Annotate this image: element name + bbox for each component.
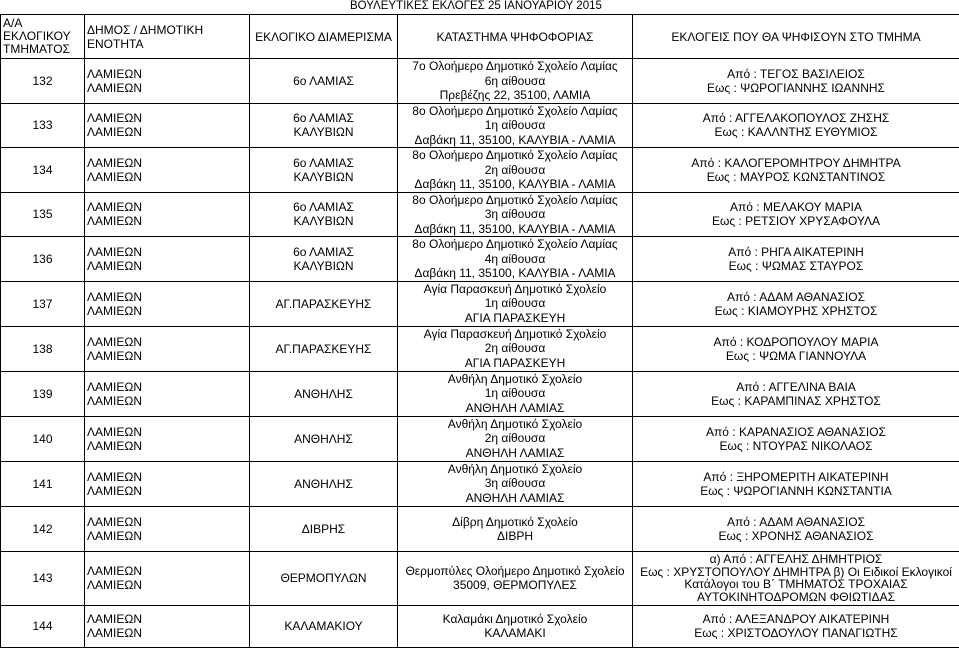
- district-cell: ΑΝΘΗΛΗΣ: [250, 416, 398, 461]
- polling-station-cell: 8ο Ολοήμερο Δημοτικό Σχολείο Λαμίας 4η αίθουσα Δαβάκη 11, 35100, ΚΑΛΥΒΙΑ - ΛΑΜΙΑ: [398, 237, 633, 282]
- voters-range-cell: Από : ΑΛΕΞΑΝΔΡΟΥ ΑΙΚΑΤΕΡΙΝΗ Εως : ΧΡΙΣΤΟΔΟΥΛΟΥ ΠΑΝΑΓΙΩΤΗΣ: [633, 605, 959, 647]
- municipality-cell: ΛΑΜΙΕΩΝ ΛΑΜΙΕΩΝ: [85, 461, 250, 506]
- municipality-cell: ΛΑΜΙΕΩΝ ΛΑΜΙΕΩΝ: [85, 148, 250, 193]
- table-row: [1, 148, 959, 193]
- voters-range-cell: Από : ΚΑΡΑΝΑΣΙΟΣ ΑΘΑΝΑΣΙΟΣ Εως : ΝΤΟΥΡΑΣ ΝΙΚΟΛΑΟΣ: [633, 416, 959, 461]
- voters-range-cell: Από : ΚΟΔΡΟΠΟΥΛΟΥ ΜΑΡΙΑ Εως : ΨΩΜΑ ΓΙΑΝΝΟΥΛΑ: [633, 326, 959, 371]
- district-cell: ΑΝΘΗΛΗΣ: [250, 461, 398, 506]
- header-municipality: ΔΗΜΟΣ / ΔΗΜΟΤΙΚΗ ΕΝΟΤΗΤΑ: [85, 15, 250, 59]
- polling-station-cell: Αγία Παρασκευή Δημοτικό Σχολείο 2η αίθουσα ΑΓΙΑ ΠΑΡΑΣΚΕΥΗ: [398, 326, 633, 371]
- table-row: [1, 416, 959, 461]
- header-section-number: Α/Α ΕΚΛΟΓΙΚΟΥ ΤΜΗΜΑΤΟΣ: [1, 15, 85, 59]
- header-polling-station: ΚΑΤΑΣΤΗΜΑ ΨΗΦΟΦΟΡΙΑΣ: [398, 15, 633, 59]
- district-cell: ΑΝΘΗΛΗΣ: [250, 371, 398, 416]
- municipality-cell: ΛΑΜΙΕΩΝ ΛΑΜΙΕΩΝ: [85, 237, 250, 282]
- municipality-cell: ΛΑΜΙΕΩΝ ΛΑΜΙΕΩΝ: [85, 103, 250, 148]
- polling-station-cell: 8ο Ολοήμερο Δημοτικό Σχολείο Λαμίας 1η αίθουσα Δαβάκη 11, 35100, ΚΑΛΥΒΙΑ - ΛΑΜΙΑ: [398, 103, 633, 148]
- section-number-cell: 138: [1, 326, 85, 371]
- polling-station-cell: 8ο Ολοήμερο Δημοτικό Σχολείο Λαμίας 2η αίθουσα Δαβάκη 11, 35100, ΚΑΛΥΒΙΑ - ΛΑΜΙΑ: [398, 148, 633, 193]
- municipality-cell: ΛΑΜΙΕΩΝ ΛΑΜΙΕΩΝ: [85, 281, 250, 326]
- voters-range-cell: Από : ΤΕΓΟΣ ΒΑΣΙΛΕΙΟΣ Εως : ΨΩΡΟΓΙΑΝΝΗΣ ΙΩΑΝΝΗΣ: [633, 59, 959, 104]
- municipality-cell: ΛΑΜΙΕΩΝ ΛΑΜΙΕΩΝ: [85, 371, 250, 416]
- voters-range-cell: Από : ΑΔΑΜ ΑΘΑΝΑΣΙΟΣ Εως : ΧΡΟΝΗΣ ΑΘΑΝΑΣΙΟΣ: [633, 506, 959, 551]
- table-row: [1, 192, 959, 237]
- table-row: [1, 461, 959, 506]
- voters-range-cell: Από : ΜΕΛΑΚΟΥ ΜΑΡΙΑ Εως : ΡΕΤΣΙΟΥ ΧΡΥΣΑΦΟΥΛΑ: [633, 192, 959, 237]
- section-number-cell: 142: [1, 506, 85, 551]
- voters-range-cell: Από : ΞΗΡΟΜΕΡΙΤΗ ΑΙΚΑΤΕΡΙΝΗ Εως : ΨΩΡΟΓΙΑΝΝΗ ΚΩΝΣΤΑΝΤΙΑ: [633, 461, 959, 506]
- voters-range-cell: Από : ΑΓΓΕΛΙΝΑ ΒΑΙΑ Εως : ΚΑΡΑΜΠΙΝΑΣ ΧΡΗΣΤΟΣ: [633, 371, 959, 416]
- district-cell: 6ο ΛΑΜΙΑΣ ΚΑΛΥΒΙΩΝ: [250, 148, 398, 193]
- municipality-cell: ΛΑΜΙΕΩΝ ΛΑΜΙΕΩΝ: [85, 59, 250, 104]
- voters-range-cell: Από : ΑΓΓΕΛΑΚΟΠΟΥΛΟΣ ΖΗΣΗΣ Εως : ΚΑΛΛΝΤΗΣ ΕΥΘΥΜΙΟΣ: [633, 103, 959, 148]
- table-row: [1, 371, 959, 416]
- municipality-cell: ΛΑΜΙΕΩΝ ΛΑΜΙΕΩΝ: [85, 192, 250, 237]
- municipality-cell: ΛΑΜΙΕΩΝ ΛΑΜΙΕΩΝ: [85, 506, 250, 551]
- district-cell: 6ο ΛΑΜΙΑΣ: [250, 59, 398, 104]
- municipality-cell: ΛΑΜΙΕΩΝ ΛΑΜΙΕΩΝ: [85, 551, 250, 605]
- table-row: [1, 326, 959, 371]
- district-cell: ΑΓ.ΠΑΡΑΣΚΕΥΗΣ: [250, 326, 398, 371]
- municipality-cell: ΛΑΜΙΕΩΝ ΛΑΜΙΕΩΝ: [85, 605, 250, 647]
- table-row: [1, 506, 959, 551]
- header-voters: ΕΚΛΟΓΕΙΣ ΠΟΥ ΘΑ ΨΗΦΙΣΟΥΝ ΣΤΟ ΤΜΗΜΑ: [633, 15, 959, 59]
- table-row: [1, 605, 959, 647]
- polling-station-cell: Καλαμάκι Δημοτικό Σχολείο ΚΑΛΑΜΑΚΙ: [398, 605, 633, 647]
- municipality-cell: ΛΑΜΙΕΩΝ ΛΑΜΙΕΩΝ: [85, 326, 250, 371]
- header-district: ΕΚΛΟΓΙΚΟ ΔΙΑΜΕΡΙΣΜΑ: [250, 15, 398, 59]
- voters-range-cell: Από : ΡΗΓΑ ΑΙΚΑΤΕΡΙΝΗ Εως : ΨΩΜΑΣ ΣΤΑΥΡΟΣ: [633, 237, 959, 282]
- district-cell: 6ο ΛΑΜΙΑΣ ΚΑΛΥΒΙΩΝ: [250, 237, 398, 282]
- table-row: [1, 237, 959, 282]
- section-number-cell: 137: [1, 281, 85, 326]
- polling-station-cell: Αγία Παρασκευή Δημοτικό Σχολείο 1η αίθουσα ΑΓΙΑ ΠΑΡΑΣΚΕΥΗ: [398, 281, 633, 326]
- district-cell: 6ο ΛΑΜΙΑΣ ΚΑΛΥΒΙΩΝ: [250, 103, 398, 148]
- page-title: ΒΟΥΛΕΥΤΙΚΕΣ ΕΚΛΟΓΕΣ 25 ΙΑΝΟΥΑΡΙΟΥ 2015: [0, 0, 959, 13]
- section-number-cell: 134: [1, 148, 85, 193]
- district-cell: ΘΕΡΜΟΠΥΛΩΝ: [250, 551, 398, 605]
- section-number-cell: 144: [1, 605, 85, 647]
- section-number-cell: 132: [1, 59, 85, 104]
- district-cell: ΚΑΛΑΜΑΚΙΟΥ: [250, 605, 398, 647]
- table-row: [1, 103, 959, 148]
- voters-range-cell: Από : ΚΑΛΟΓΕΡΟΜΗΤΡΟΥ ΔΗΜΗΤΡΑ Εως : ΜΑΥΡΟΣ ΚΩΝΣΤΑΝΤΙΝΟΣ: [633, 148, 959, 193]
- polling-station-cell: Δίβρη Δημοτικό Σχολείο ΔΙΒΡΗ: [398, 506, 633, 551]
- district-cell: 6ο ΛΑΜΙΑΣ ΚΑΛΥΒΙΩΝ: [250, 192, 398, 237]
- header-row: [1, 15, 959, 59]
- polling-station-cell: 7ο Ολοήμερο Δημοτικό Σχολείο Λαμίας 6η αίθουσα Πρεβέζης 22, 35100, ΛΑΜΙΑ: [398, 59, 633, 104]
- section-number-cell: 140: [1, 416, 85, 461]
- polling-station-cell: Ανθήλη Δημοτικό Σχολείο 3η αίθουσα ΑΝΘΗΛΗ ΛΑΜΙΑΣ: [398, 461, 633, 506]
- polling-station-cell: Ανθήλη Δημοτικό Σχολείο 1η αίθουσα ΑΝΘΗΛΗ ΛΑΜΙΑΣ: [398, 371, 633, 416]
- table-row: [1, 551, 959, 605]
- municipality-cell: ΛΑΜΙΕΩΝ ΛΑΜΙΕΩΝ: [85, 416, 250, 461]
- polling-station-cell: 8ο Ολοήμερο Δημοτικό Σχολείο Λαμίας 3η αίθουσα Δαβάκη 11, 35100, ΚΑΛΥΒΙΑ - ΛΑΜΙΑ: [398, 192, 633, 237]
- section-number-cell: 133: [1, 103, 85, 148]
- district-cell: ΑΓ.ΠΑΡΑΣΚΕΥΗΣ: [250, 281, 398, 326]
- section-number-cell: 135: [1, 192, 85, 237]
- table-row: [1, 59, 959, 104]
- polling-station-cell: Ανθήλη Δημοτικό Σχολείο 2η αίθουσα ΑΝΘΗΛΗ ΛΑΜΙΑΣ: [398, 416, 633, 461]
- section-number-cell: 139: [1, 371, 85, 416]
- voters-range-cell: Από : ΑΔΑΜ ΑΘΑΝΑΣΙΟΣ Εως : ΚΙΑΜΟΥΡΗΣ ΧΡΗΣΤΟΣ: [633, 281, 959, 326]
- polling-stations-table: [0, 14, 959, 648]
- section-number-cell: 141: [1, 461, 85, 506]
- voters-range-cell: α) Από : ΑΓΓΕΛΗΣ ΔΗΜΗΤΡΙΟΣ Εως : ΧΡΥΣΤΟΠΟΥΛΟΥ ΔΗΜΗΤΡΑ β) Οι Ειδικοί Εκλογικοί Κατάλογοι του Β΄ ΤΜΗΜΑΤΟΣ ΤΡΟΧΑΙΑΣ ΑΥΤΟΚΙΝΗΤΟΔΡΟΜΩΝ ΦΘΙΩΤΙΔΑΣ: [633, 551, 959, 605]
- section-number-cell: 136: [1, 237, 85, 282]
- section-number-cell: 143: [1, 551, 85, 605]
- district-cell: ΔΙΒΡΗΣ: [250, 506, 398, 551]
- polling-station-cell: Θερμοπύλες Ολοήμερο Δημοτικό Σχολείο 35009, ΘΕΡΜΟΠΥΛΕΣ: [398, 551, 633, 605]
- table-row: [1, 281, 959, 326]
